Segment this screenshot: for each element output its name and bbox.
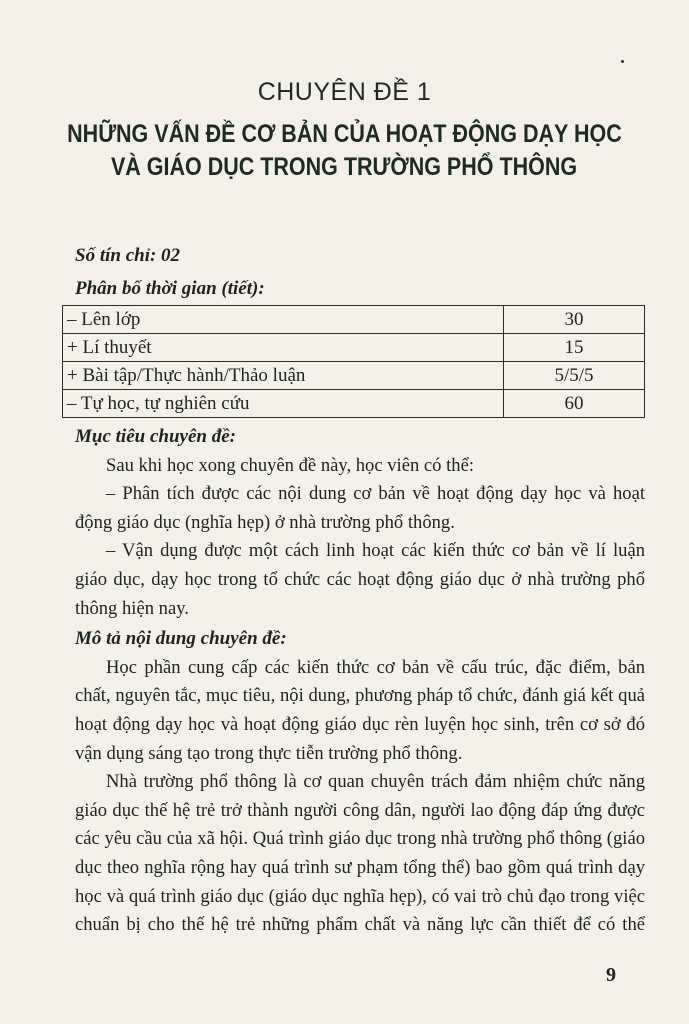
time-allocation-table: [62, 305, 645, 418]
time-allocation-label: Phân bố thời gian (tiết):: [75, 278, 265, 299]
table-cell-item: + Bài tập/Thực hành/Thảo luận: [63, 362, 504, 390]
table-cell-value: 5/5/5: [504, 362, 645, 390]
table-cell-value: 30: [504, 306, 645, 334]
description-paragraph: Học phần cung cấp các kiến thức cơ bản về cấu trúc, đặc điểm, bản chất, nguyên tắc, mục tiêu, nội dung, phương pháp tổ chức, đánh giá kết quả hoạt động dạy học và hoạt động giáo dục rèn luyện học sinh, trên cơ sở đó vận dụng sáng tạo trong thực tiễn trường phổ thông.: [75, 656, 645, 764]
table-cell-value: 15: [504, 334, 645, 362]
credits-label: Số tín chỉ: 02: [75, 245, 181, 266]
objective-item: – Phân tích được các nội dung cơ bản về hoạt động dạy học và hoạt động giáo dục (nghĩa hẹp) ở nhà trường phổ thông.: [75, 483, 645, 533]
table-row: [63, 390, 645, 418]
table-cell-item: + Lí thuyết: [63, 334, 504, 362]
chapter-title-line-2: VÀ GIÁO DỤC TRONG TRƯỜNG PHỔ THÔNG: [111, 153, 578, 181]
table-cell-item: – Tự học, tự nghiên cứu: [63, 390, 504, 418]
description-label: Mô tả nội dung chuyên đề:: [75, 628, 287, 650]
objectives-label: Mục tiêu chuyên đề:: [75, 426, 236, 447]
speck: [621, 60, 624, 63]
objectives-intro: Sau khi học xong chuyên đề này, học viên có thể:: [106, 454, 474, 476]
page-number: 9: [606, 964, 616, 986]
body-text: [75, 423, 645, 940]
chapter-label: CHUYÊN ĐỀ 1: [257, 78, 432, 106]
objective-item: – Vận dụng được một cách linh hoạt các kiến thức cơ bản về lí luận giáo dục, dạy học trong tổ chức các hoạt động giáo dục ở nhà trường phổ thông hiện nay.: [75, 540, 645, 619]
table-cell-item: – Lên lớp: [63, 306, 504, 334]
table-row: [63, 306, 645, 334]
description-paragraph: Nhà trường phổ thông là cơ quan chuyên trách đảm nhiệm chức năng giáo dục thế hệ trẻ trở thành người công dân, người lao động đáp ứng được các yêu cầu của xã hội. Quá trình giáo dục trong nhà trường phổ thông (giáo dục theo nghĩa rộng hay quá trình sư phạm tổng thể) bao gồm quá trình dạy học và quá trình giáo dục (giáo dục nghĩa hẹp), có vai trò chủ đạo trong việc chuẩn bị cho thế hệ trẻ những phẩm chất và năng lực cần thiết để có thể: [75, 771, 645, 936]
table-cell-value: 60: [504, 390, 645, 418]
chapter-title-line-1: NHỮNG VẤN ĐỀ CƠ BẢN CỦA HOẠT ĐỘNG DẠY HỌC: [67, 120, 622, 148]
table-row: [63, 334, 645, 362]
table-row: [63, 362, 645, 390]
